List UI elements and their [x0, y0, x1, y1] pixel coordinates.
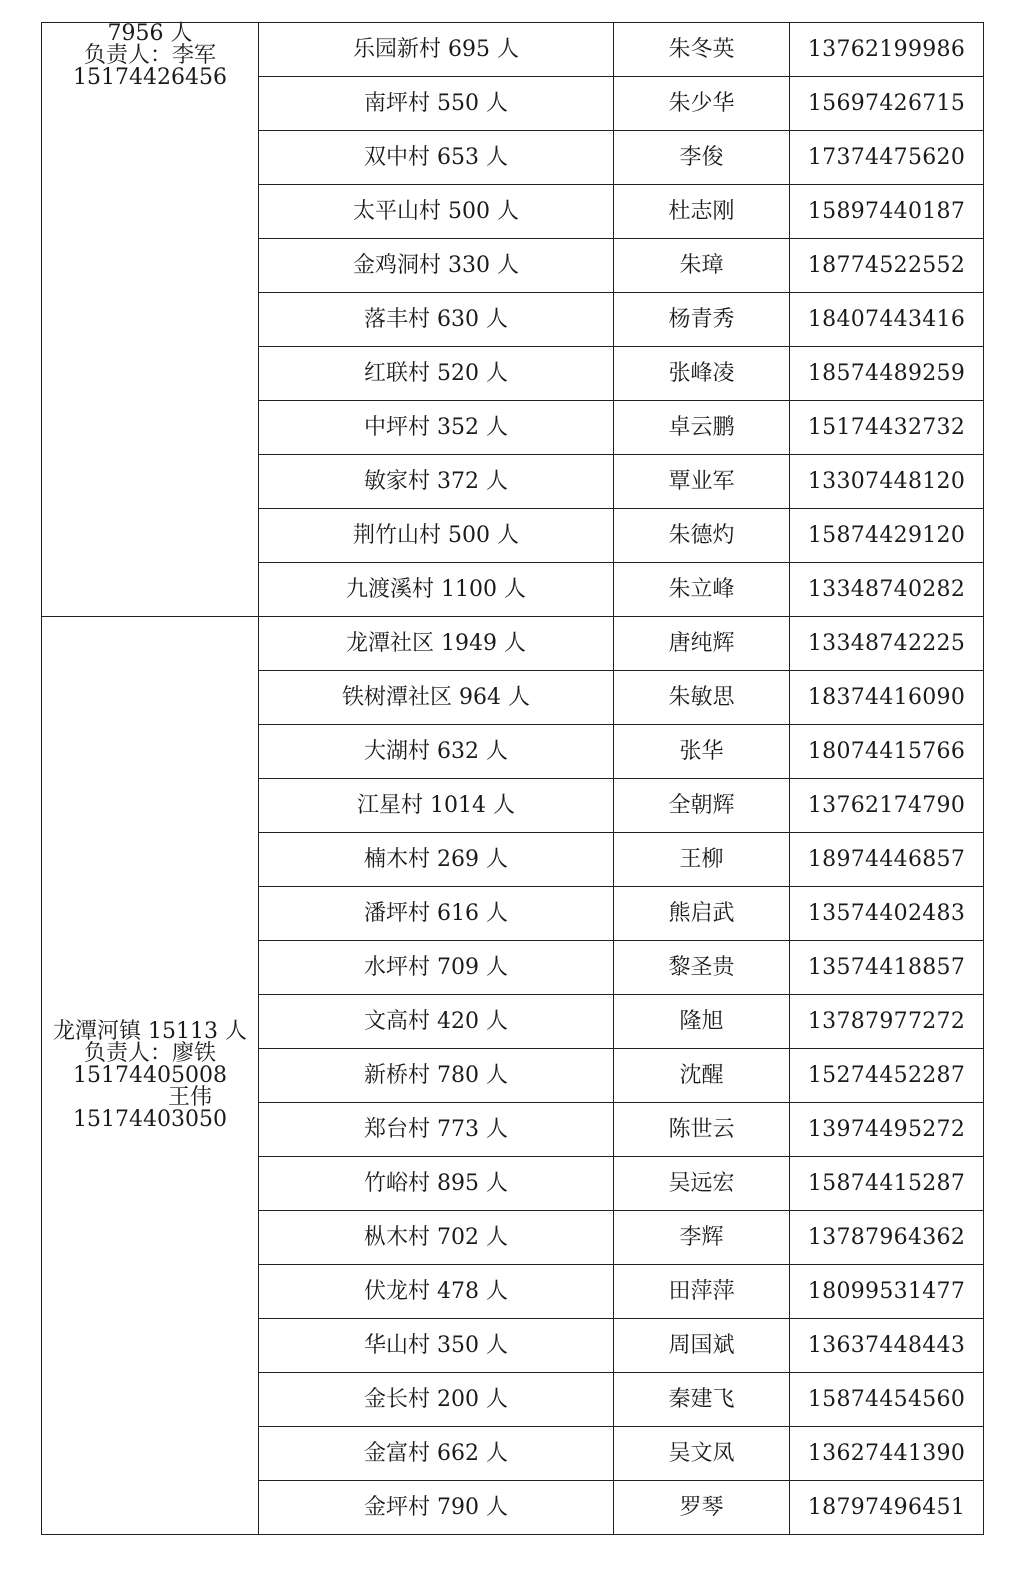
person-cell: 王柳: [614, 833, 790, 887]
person-cell: 唐纯辉: [614, 617, 790, 671]
village-cell: 荆竹山村 500 人: [259, 509, 614, 563]
phone-cell: 18407443416: [790, 293, 984, 347]
phone-cell: 15874454560: [790, 1373, 984, 1427]
town-line: 负责人：廖铁: [83, 1040, 216, 1066]
village-cell: 双中村 653 人: [259, 131, 614, 185]
town-line: 王伟: [167, 1084, 212, 1110]
village-cell: 金富村 662 人: [259, 1427, 614, 1481]
village-cell: 潘坪村 616 人: [259, 887, 614, 941]
phone-cell: 13787977272: [790, 995, 984, 1049]
person-cell: 杜志刚: [614, 185, 790, 239]
person-cell: 张峰凌: [614, 347, 790, 401]
phone-cell: 18374416090: [790, 671, 984, 725]
contact-table: [41, 22, 984, 1535]
village-cell: 大湖村 632 人: [259, 725, 614, 779]
village-cell: 竹峪村 895 人: [259, 1157, 614, 1211]
contact-table-body: [42, 23, 984, 1535]
village-cell: 九渡溪村 1100 人: [259, 563, 614, 617]
village-cell: 文高村 420 人: [259, 995, 614, 1049]
person-cell: 覃业军: [614, 455, 790, 509]
phone-cell: 15274452287: [790, 1049, 984, 1103]
table-row: [42, 23, 984, 77]
person-cell: 朱立峰: [614, 563, 790, 617]
person-cell: 陈世云: [614, 1103, 790, 1157]
village-cell: 伏龙村 478 人: [259, 1265, 614, 1319]
person-cell: 周国斌: [614, 1319, 790, 1373]
phone-cell: 13307448120: [790, 455, 984, 509]
village-cell: 龙潭社区 1949 人: [259, 617, 614, 671]
village-cell: 金鸡洞村 330 人: [259, 239, 614, 293]
phone-cell: 13974495272: [790, 1103, 984, 1157]
village-cell: 楠木村 269 人: [259, 833, 614, 887]
person-cell: 杨青秀: [614, 293, 790, 347]
person-cell: 朱冬英: [614, 23, 790, 77]
person-cell: 张华: [614, 725, 790, 779]
village-cell: 太平山村 500 人: [259, 185, 614, 239]
table-row: [42, 617, 984, 671]
person-cell: 罗琴: [614, 1481, 790, 1535]
person-cell: 熊启武: [614, 887, 790, 941]
village-cell: 金长村 200 人: [259, 1373, 614, 1427]
person-cell: 朱少华: [614, 77, 790, 131]
person-cell: 卓云鹏: [614, 401, 790, 455]
person-cell: 全朝辉: [614, 779, 790, 833]
phone-cell: 18774522552: [790, 239, 984, 293]
village-cell: 新桥村 780 人: [259, 1049, 614, 1103]
person-cell: 朱德灼: [614, 509, 790, 563]
village-cell: 敏家村 372 人: [259, 455, 614, 509]
person-cell: 黎圣贵: [614, 941, 790, 995]
phone-cell: 18974446857: [790, 833, 984, 887]
village-cell: 中坪村 352 人: [259, 401, 614, 455]
village-cell: 枞木村 702 人: [259, 1211, 614, 1265]
town-line: 15174403050: [73, 1106, 227, 1132]
phone-cell: 15697426715: [790, 77, 984, 131]
village-cell: 红联村 520 人: [259, 347, 614, 401]
phone-cell: 18797496451: [790, 1481, 984, 1535]
phone-cell: 18074415766: [790, 725, 984, 779]
phone-cell: 13637448443: [790, 1319, 984, 1373]
phone-cell: 13762174790: [790, 779, 984, 833]
phone-cell: 13348740282: [790, 563, 984, 617]
phone-cell: 13574402483: [790, 887, 984, 941]
town-line: 龙潭河镇 15113 人: [53, 1018, 247, 1044]
person-cell: 李辉: [614, 1211, 790, 1265]
phone-cell: 13627441390: [790, 1427, 984, 1481]
phone-cell: 15874415287: [790, 1157, 984, 1211]
town-cell: [42, 617, 259, 1535]
phone-cell: 13762199986: [790, 23, 984, 77]
village-cell: 郑台村 773 人: [259, 1103, 614, 1157]
town-line: 15174405008: [73, 1062, 227, 1088]
phone-cell: 15874429120: [790, 509, 984, 563]
person-cell: 隆旭: [614, 995, 790, 1049]
phone-cell: 13787964362: [790, 1211, 984, 1265]
village-cell: 乐园新村 695 人: [259, 23, 614, 77]
person-cell: 田萍萍: [614, 1265, 790, 1319]
phone-cell: 17374475620: [790, 131, 984, 185]
phone-cell: 13348742225: [790, 617, 984, 671]
town-line: 7956 人: [107, 21, 193, 46]
village-cell: 水坪村 709 人: [259, 941, 614, 995]
phone-cell: 18574489259: [790, 347, 984, 401]
phone-cell: 13574418857: [790, 941, 984, 995]
village-cell: 铁树潭社区 964 人: [259, 671, 614, 725]
village-cell: 落丰村 630 人: [259, 293, 614, 347]
person-cell: 沈醒: [614, 1049, 790, 1103]
village-cell: 南坪村 550 人: [259, 77, 614, 131]
person-cell: 吴文凤: [614, 1427, 790, 1481]
village-cell: 华山村 350 人: [259, 1319, 614, 1373]
phone-cell: 18099531477: [790, 1265, 984, 1319]
person-cell: 朱敏思: [614, 671, 790, 725]
village-cell: 金坪村 790 人: [259, 1481, 614, 1535]
person-cell: 李俊: [614, 131, 790, 185]
phone-cell: 15174432732: [790, 401, 984, 455]
town-line: 15174426456: [73, 65, 227, 90]
person-cell: 朱璋: [614, 239, 790, 293]
person-cell: 吴远宏: [614, 1157, 790, 1211]
town-line: 负责人：李军: [83, 43, 216, 68]
person-cell: 秦建飞: [614, 1373, 790, 1427]
phone-cell: 15897440187: [790, 185, 984, 239]
town-cell: [42, 23, 259, 617]
village-cell: 江星村 1014 人: [259, 779, 614, 833]
